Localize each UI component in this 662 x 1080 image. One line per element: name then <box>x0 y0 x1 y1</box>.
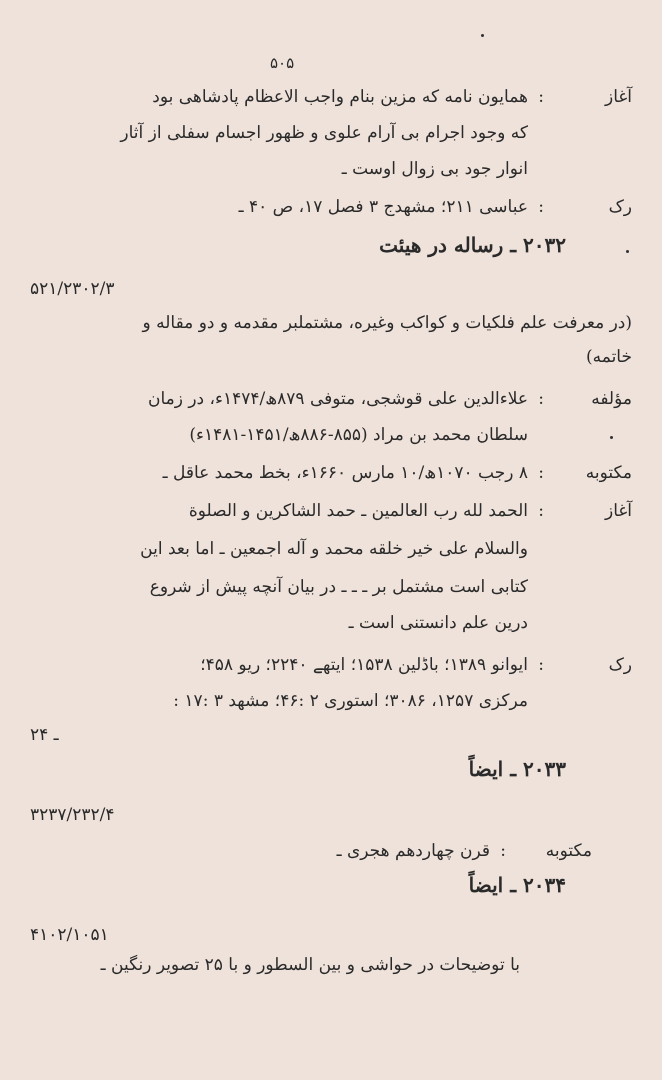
rak-text: عباسی ۲۱۱؛ مشهدج ۳ فصل ۱۷، ص ۴۰ ـ <box>238 197 528 217</box>
colon: : <box>500 841 506 861</box>
manuscript-ref-2034: ۴۱۰۲/۱۰۵۱ <box>30 925 109 945</box>
author-line-2: سلطان محمد بن مراد (۸۵۵-۸۸۶ھ/۱۴۵۱-۱۴۸۱ء) <box>189 425 528 445</box>
entry-heading-2033: ۲۰۳۳ ـ ایضاً <box>468 757 566 781</box>
aghaz-label: آغاز <box>604 87 632 107</box>
manuscript-ref-2032: ۵۲۱/۲۳۰۲/۳ <box>30 279 115 299</box>
maktuba-label: مکتوبه <box>545 841 592 861</box>
note-text: با توضیحات در حواشی و بین السطور و با ۲۵ تصویر رنگین ـ <box>100 955 520 975</box>
manuscript-ref-2033: ۳۲۳۷/۲۳۲/۴ <box>30 805 115 825</box>
rak-line-2: مرکزی ۱۲۵۷، ۳۰۸۶؛ استوری ۲ :۴۶؛ مشهد ۳ :۱۷ : <box>173 691 528 711</box>
page-number: ۵۰۵ <box>270 54 295 72</box>
rak-label: رک <box>608 197 632 217</box>
colon: : <box>538 87 544 107</box>
aghaz-line-2: که وجود اجرام بی آرام علوی و ظهور اجسام سفلی از آثار <box>120 123 528 143</box>
rak-label: رک <box>608 655 632 675</box>
aghaz-line-3: کتابی است مشتمل بر ـ ـ ـ در بیان آنچه پیش از شروع <box>149 577 528 597</box>
colon: : <box>538 389 544 409</box>
entry-heading-2034: ۲۰۳۴ ـ ایضاً <box>468 873 566 897</box>
aghaz-line-2: والسلام علی خیر خلقه محمد و آله اجمعین ـ اما بعد این <box>140 539 528 559</box>
colon: : <box>538 197 544 217</box>
maktuba-label: مکتوبه <box>585 463 632 483</box>
rak-line-1: ایوانو ۱۳۸۹؛ باڈلین ۱۵۳۸؛ ایتھے ۲۲۴۰؛ ریو ۴۵۸؛ <box>200 655 528 675</box>
entry-heading-2032: ۲۰۳۲ ـ رساله در هیئت <box>379 233 566 257</box>
maktuba-text: قرن چهاردهم هجری ـ <box>336 841 490 861</box>
aghaz-label: آغاز <box>604 501 632 521</box>
rak-line-3: ـ ۲۴ <box>30 725 59 745</box>
colon: : <box>538 655 544 675</box>
maktuba-text: ۸ رجب ۱۰۷۰ھ/۱۰ مارس ۱۶۶۰ء، بخط محمد عاقل ـ <box>162 463 528 483</box>
colon: : <box>538 501 544 521</box>
ink-dot <box>626 250 629 253</box>
aghaz-line-1: الحمد لله رب العالمین ـ حمد الشاکرین و الصلوة <box>188 501 528 521</box>
colon: : <box>538 463 544 483</box>
author-label: مؤلفه <box>591 389 632 409</box>
aghaz-line-1: همایون نامه که مزین بنام واجب الاعظام پادشاهی بود <box>152 87 528 107</box>
aghaz-line-3: انوار جود بی زوال اوست ـ <box>341 159 528 179</box>
description-line-1: (در معرفت علم فلکیات و کواکب وغیره، مشتملبر مقدمه و دو مقاله و <box>142 313 632 333</box>
description-line-2: خاتمه) <box>586 347 632 367</box>
aghaz-line-4: درین علم دانستنی است ـ <box>348 613 528 633</box>
ink-dot <box>610 436 613 439</box>
author-line-1: علاءالدین علی قوشجی، متوفی ۸۷۹ھ/۱۴۷۴ء، در زمان <box>147 389 528 409</box>
ink-dot <box>481 34 484 37</box>
